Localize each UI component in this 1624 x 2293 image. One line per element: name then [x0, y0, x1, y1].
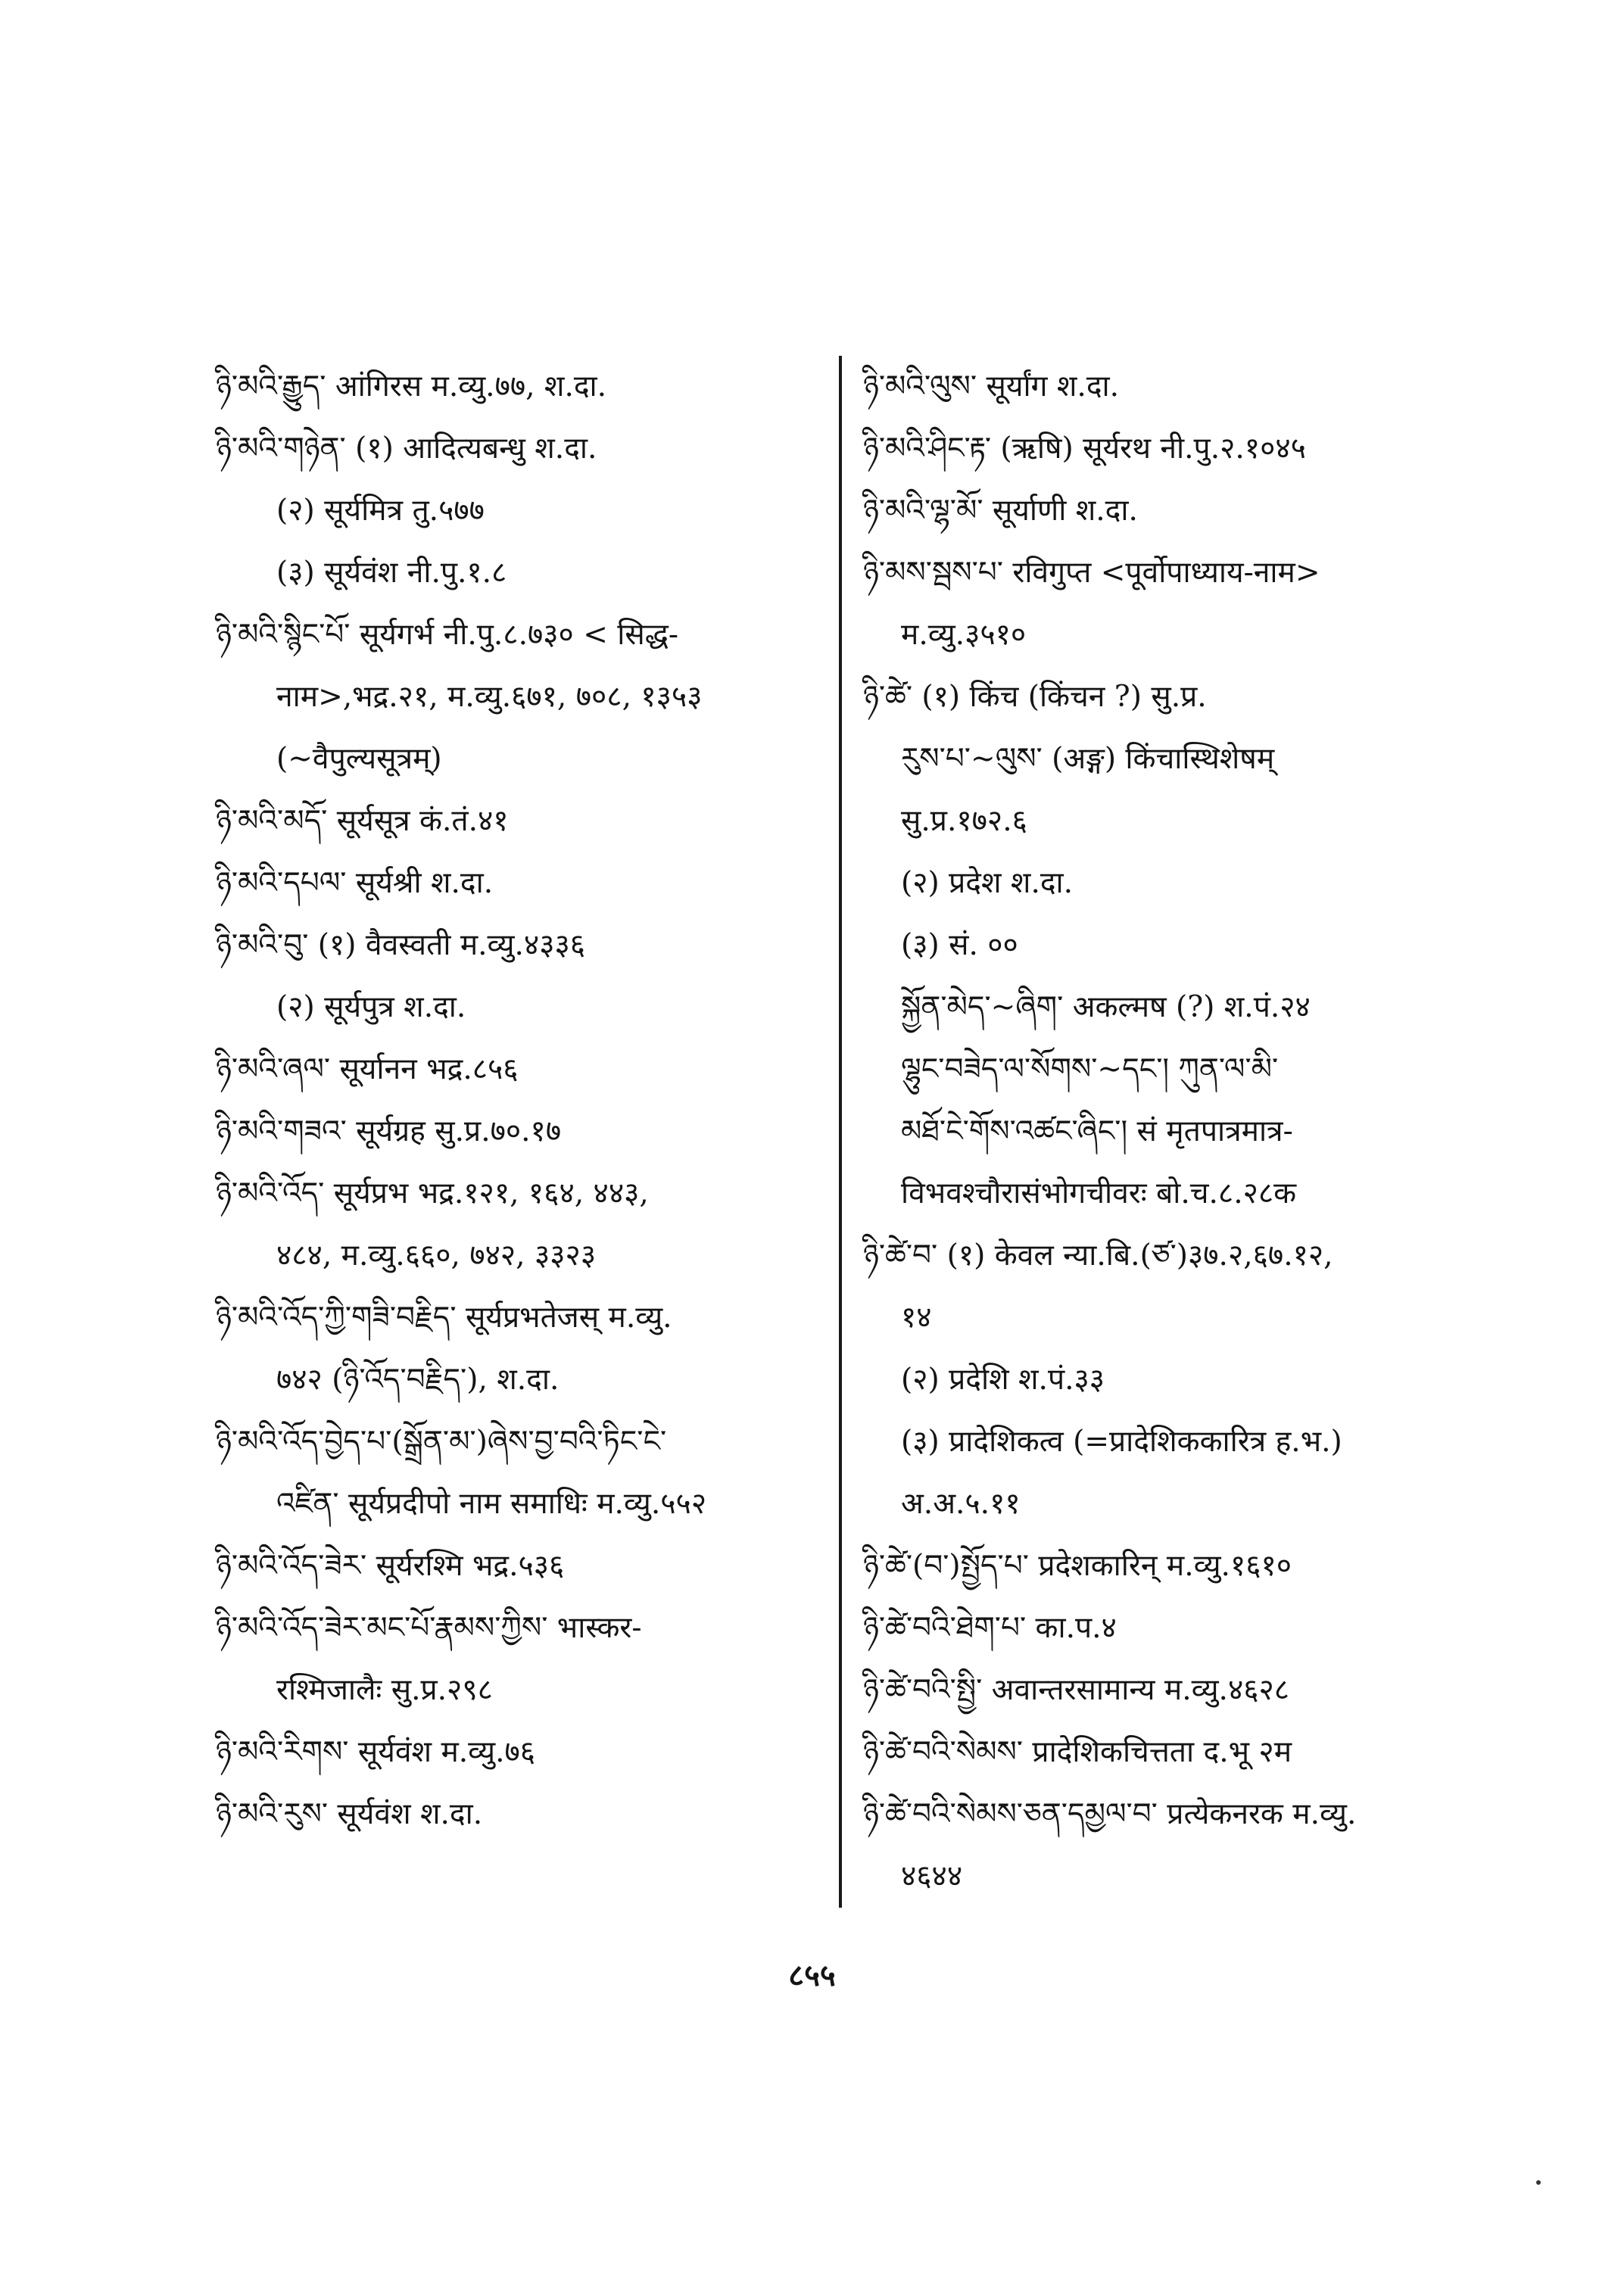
entry-continuation-line: ७४२ (ཉི་འོད་བརྗིད་), श.दा.: [276, 1363, 560, 1397]
entry-continuation-line: (२) प्रदेश श.दा.: [901, 866, 1074, 900]
entry-continuation-line: (२) सूर्यमित्र तु.५७७: [276, 494, 485, 528]
dictionary-entry: ཉི་ཚེ་བ་ (१) केवल न्या.बि.(ཙ་)३७.२,६७.१२,: [863, 1238, 1333, 1273]
entry-continuation-line: अ.अ.५.११: [901, 1487, 1021, 1521]
dictionary-entry: ཉི་ཚེ་བའི་ཐེག་པ་ का.प.४: [863, 1611, 1117, 1645]
entry-continuation-line: རུས་པ་~ལུས་ (अङ्ग) किंचास्थिशेषम्: [901, 742, 1275, 776]
entry-continuation-line: नाम>,भद्र.२१, म.व्यु.६७१, ७०८, १३५३: [276, 680, 703, 714]
entry-continuation-line: (३) प्रादेशिकत्व (=प्रादेशिककारित्र ह.भ.): [901, 1425, 1342, 1459]
entry-continuation-line: १४: [901, 1301, 932, 1335]
dictionary-entry: ཉི་མའི་མདོ་ सूर्यसूत्र कं.तं.४१: [216, 804, 509, 838]
entry-continuation-line: སྐྱོན་མེད་~ཞིག་ अकल्मष (?) श.पं.२४: [901, 990, 1311, 1024]
dictionary-entry: ཉི་མའི་སྙིང་པོ་ सूर्यगर्भ नी.पु.८.७३० < सिद्ध-: [216, 618, 679, 652]
page-number: ८५५: [788, 1958, 836, 1993]
entry-continuation-line: འཛིན་ सूर्यप्रदीपो नाम समाधिः म.व्यु.५५२: [276, 1487, 707, 1521]
dictionary-entry: ཉི་མའི་འོད་ཟེར་མང་པོ་རྣམས་ཀྱིས་ भास्कर-: [216, 1611, 642, 1645]
dictionary-entry: ཉི་མའི་ལུས་ सूर्यांग श.दा.: [863, 369, 1120, 403]
entry-continuation-line: (३) सूर्यवंश नी.पु.१.८: [276, 556, 507, 590]
entry-continuation-line: ४८४, म.व्यु.६६०, ७४२, ३३२३: [276, 1238, 597, 1273]
entry-continuation-line: (२) सूर्यपुत्र श.दा.: [276, 990, 466, 1024]
dictionary-entry: ཉི་མའི་རིགས་ सूर्यवंश म.व्यु.७६: [216, 1735, 536, 1769]
dictionary-entry: ཉི་མའི་གཟའ་ सूर्यग्रह सु.प्र.७०.१७: [216, 1114, 562, 1148]
column-divider: [839, 356, 842, 1908]
dictionary-entry: ཉི་མའི་འོད་ཀྱི་གཟི་བརྗིད་ सूर्यप्रभतेजस् म.व्यु.: [216, 1301, 672, 1335]
dictionary-entry: ཉི་མའི་བུ་ (१) वैवस्वती म.व्यु.४३३६: [216, 928, 586, 962]
dictionary-entry: ཉི་ཚེ་བའི་སེམས་ཅན་དམྱལ་བ་ प्रत्येकनरक म.व्यु.: [863, 1797, 1357, 1831]
dictionary-entry: ཉི་ཚེ་ (१) किंच (किंचन ?) सु.प्र.: [863, 680, 1207, 714]
dictionary-entry: ཉི་ཚེ་(བ་)སྤྱོད་པ་ प्रदेशकारिन् म.व्यु.१६१०: [863, 1549, 1292, 1583]
entry-continuation-line: रश्मिजालैः सु.प्र.२९८: [276, 1673, 493, 1707]
dictionary-entry: ཉི་མའི་ལྷ་མོ་ सूर्याणी श.दा.: [863, 494, 1138, 528]
scan-speck: [1536, 2180, 1541, 2185]
dictionary-entry: ཉི་མའི་རྒྱུད་ आंगिरस म.व्यु.७७, श.दा.: [216, 369, 607, 403]
dictionary-entry: ཉི་མས་སྦས་པ་ रविगुप्त <पूर्वोपाध्याय-नाम>: [863, 556, 1320, 590]
entry-continuation-line: མཐོ་ངེ་གོས་འཚང་ཞིང་། सं मृतपात्रमात्र-: [901, 1114, 1293, 1148]
right-column: [863, 356, 1469, 1908]
dictionary-entry: ཉི་ཚེ་བའི་སེམས་ प्रादेशिकचित्तता द.भू २म: [863, 1735, 1292, 1769]
dictionary-entry: ཉི་མའི་འོད་བྱེད་པ་(སྒྲོན་མ་)ཞེས་བྱ་བའི་ཏིང་ངེ་: [216, 1425, 667, 1459]
entry-continuation-line: ४६४४: [901, 1859, 963, 1893]
entry-continuation-line: विभवश्चौरासंभोगचीवरः बो.च.८.२८क: [901, 1176, 1297, 1210]
entry-continuation-line: ལྷུང་བཟེད་ལ་སོགས་~དང་། ཀུན་ལ་མི་: [901, 1052, 1279, 1086]
dictionary-entry: ཉི་མའི་ཞལ་ सूर्यानन भद्र.८५६: [216, 1052, 519, 1086]
left-column: [216, 356, 814, 1846]
entry-continuation-line: (३) सं. ००: [901, 928, 1018, 962]
entry-continuation-line: (२) प्रदेशि श.पं.३३: [901, 1363, 1105, 1397]
dictionary-entry: ཉི་ཚེ་བའི་སྤྱི་ अवान्तरसामान्य म.व्यु.४६२८: [863, 1673, 1290, 1707]
entry-continuation-line: म.व्यु.३५१०: [901, 618, 1027, 652]
dictionary-entry: ཉི་མའི་དཔལ་ सूर्यश्री श.दा.: [216, 866, 494, 900]
entry-continuation-line: (~वैपुल्यसूत्रम्): [276, 742, 442, 776]
dictionary-entry: ཉི་མའི་འོད་ सूर्यप्रभ भद्र.१२१, १६४, ४४३,: [216, 1176, 649, 1210]
dictionary-entry: ཉི་མའི་འོད་ཟེར་ सूर्यरश्मि भद्र.५३६: [216, 1549, 565, 1583]
dictionary-entry: ཉི་མའི་རུས་ सूर्यवंश श.दा.: [216, 1797, 483, 1831]
entry-continuation-line: सु.प्र.१७२.६: [901, 804, 1027, 838]
dictionary-entry: ཉི་མའི་ཤིང་རྟ་ (ऋषि) सूर्यरथ नी.पु.२.१०४५: [863, 431, 1306, 466]
dictionary-entry: ཉི་མའི་གཉེན་ (१) आदित्यबन्धु श.दा.: [216, 431, 597, 466]
